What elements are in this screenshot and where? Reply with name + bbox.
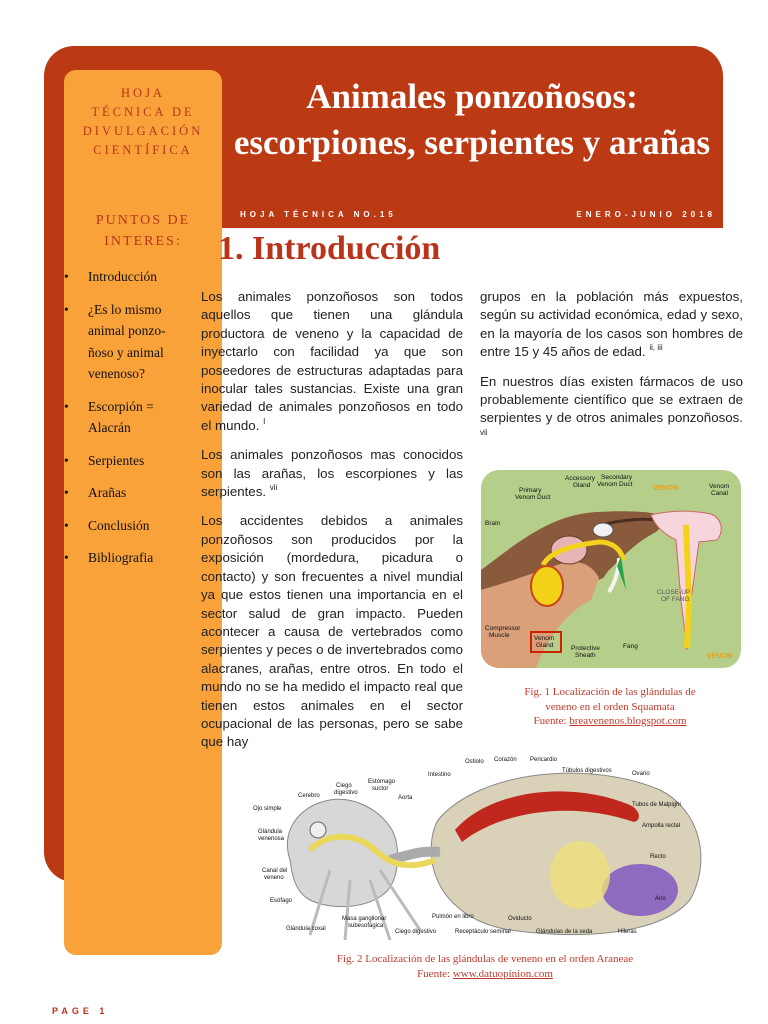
svg-text:Venom: Venom [534, 635, 555, 642]
list-item-escorpion: • Escorpión = Alacrán [64, 396, 188, 439]
svg-text:suctor: suctor [372, 786, 389, 792]
svg-text:Cerebro: Cerebro [298, 793, 320, 799]
footnote-ref: ii, iii [649, 343, 663, 353]
text-column-left [201, 288, 463, 763]
footnote-ref: I [263, 416, 266, 426]
page-number: PAGE 1 [52, 1006, 109, 1016]
svg-text:Fang: Fang [623, 643, 638, 650]
points-title-line: INTERES: [104, 234, 182, 249]
spider-anatomy-figure [250, 750, 720, 946]
svg-text:Muscle: Muscle [489, 632, 510, 639]
points-of-interest-list [64, 266, 222, 580]
svg-text:CLOSE-UP: CLOSE-UP [657, 589, 691, 596]
sidebar-header-line: CIENTÍFICA [93, 143, 193, 157]
svg-text:Ostiolo: Ostiolo [465, 759, 484, 765]
source-label: Fuente: [533, 715, 567, 727]
page-title [222, 74, 722, 166]
title-line-2: escorpiones, serpientes y arañas [233, 123, 711, 162]
svg-text:Intestino: Intestino [428, 772, 451, 778]
list-item-introduccion: • Introducción [64, 266, 222, 288]
svg-text:Aorta: Aorta [398, 795, 413, 801]
figure2-source [250, 967, 720, 982]
issue-number: HOJA TÉCNICA NO.15 [240, 210, 397, 219]
svg-text:Túbulos digestivos: Túbulos digestivos [562, 768, 612, 774]
svg-text:Pulmón en libro: Pulmón en libro [432, 914, 474, 920]
footnote-ref: vii [269, 483, 278, 493]
svg-text:Corazón: Corazón [494, 757, 517, 763]
svg-text:Venom: Venom [709, 483, 730, 490]
title-line-1: Animales ponzoñosos: [306, 77, 638, 116]
svg-text:Tubos de Malpighi: Tubos de Malpighi [632, 802, 681, 808]
svg-text:veneno: veneno [264, 875, 284, 881]
svg-text:Ampolla rectal: Ampolla rectal [642, 823, 681, 829]
paragraph-text: Los animales ponzoñosos mas conocidos son las arañas, los escorpiones y las serpientes. [201, 447, 463, 500]
svg-text:Canal del: Canal del [262, 868, 288, 874]
paragraph [201, 512, 463, 751]
paragraph-text: grupos en la población más expuestos, según su actividad económica, edad y sexo, en la mayoría de los casos son hombres de entre 15 y 45 años de edad. [480, 289, 743, 360]
svg-text:Gland: Gland [573, 482, 591, 489]
source-label: Fuente: [417, 967, 451, 980]
svg-text:subesofágica: subesofágica [348, 923, 384, 929]
svg-text:Hileras: Hileras [618, 929, 637, 935]
svg-text:Glándulas de la seda: Glándulas de la seda [536, 929, 593, 935]
svg-text:Ojo simple: Ojo simple [253, 806, 282, 812]
sidebar-header-line: TÉCNICA DE [91, 105, 195, 119]
svg-text:Esófago: Esófago [270, 898, 293, 904]
caption-line: Fig. 2 Localización de las glándulas de veneno en el orden Araneae [336, 953, 634, 965]
svg-text:Receptáculo seminal: Receptáculo seminal [455, 929, 511, 935]
paragraph [480, 288, 743, 362]
footnote-ref: vii [480, 427, 488, 437]
svg-text:Venom Duct: Venom Duct [515, 494, 551, 501]
list-item-serpientes: • Serpientes [64, 450, 222, 472]
svg-text:Canal: Canal [711, 490, 728, 497]
figure1-source [490, 714, 730, 729]
svg-text:Masa ganglionar: Masa ganglionar [342, 916, 387, 922]
svg-text:Brain: Brain [485, 520, 501, 527]
paragraph [201, 446, 463, 501]
svg-text:Sheath: Sheath [575, 652, 596, 659]
svg-text:Glándula: Glándula [258, 829, 283, 835]
paragraph-text: Los accidentes debidos a animales ponzoñosos son producidos por la exposición (mordedura, picadura o contacto) y son frecuentes a nivel mundial ya que estos tienen una importancia en el sector salud de gran impacto. Pueden acontecer a causa de vertebrados como serpientes y peces o de invertebrados como alacranes, arañas, entre otros. En todo el mundo no se ha medido el impacto real que tienen estos animales en el sector ocupacional de las personas, pero se sabe que hay [201, 513, 463, 750]
list-item-ponzonoso-vs-venenoso: • ¿Es lo mismo animal ponzo-ñoso y animal venenoso? [64, 299, 188, 385]
svg-text:venenosa: venenosa [258, 836, 285, 842]
paragraph-text: En nuestros días existen fármacos de uso probablemente científico que se extraen de serpientes y de otros animales ponzoñosos. [480, 373, 743, 426]
caption-line: Fig. 1 Localización de las glándulas de [524, 686, 696, 698]
svg-text:Protective: Protective [571, 645, 600, 652]
svg-text:Accessory: Accessory [565, 475, 595, 482]
sidebar-header-line: HOJA [121, 86, 165, 100]
svg-text:Estómago: Estómago [368, 779, 396, 785]
svg-text:VENOM: VENOM [707, 653, 733, 660]
figure2-caption [250, 952, 720, 981]
sidebar-header-line: DIVULGACIÓN [82, 124, 204, 138]
svg-text:OF FANG: OF FANG [661, 596, 690, 603]
svg-text:Compressor: Compressor [485, 625, 521, 632]
list-item-conclusion: • Conclusión [64, 515, 222, 537]
issue-date: ENERO-JUNIO 2018 [576, 210, 716, 219]
svg-text:Ciego: Ciego [336, 783, 352, 789]
points-of-interest-title [64, 210, 222, 252]
list-item-bibliografia: • Bibliografia [64, 547, 222, 569]
list-item-aranas: • Arañas [64, 482, 222, 504]
spider-anatomy-illustration [250, 750, 720, 946]
source-link[interactable]: www.datuopinion.com [452, 967, 553, 980]
svg-text:Pericardio: Pericardio [530, 757, 558, 763]
svg-text:Ciego digestivo: Ciego digestivo [395, 929, 437, 935]
sidebar-header [64, 84, 222, 160]
svg-text:Primary: Primary [519, 487, 542, 494]
source-link[interactable]: breavenenos.blogspot.com [569, 715, 687, 727]
paragraph-text: Los animales ponzoñosos son todos aquellos que tienen una glándula productora de veneno y la capacidad de inyectarlo con facilidad ya que son poseedores de estructuras adaptadas para inocular tales sustancias. Existe una gran variedad de animales ponzoñosos en todo el mundo. [201, 289, 463, 433]
svg-text:Venom Duct: Venom Duct [597, 481, 633, 488]
svg-text:Glándula coxal: Glándula coxal [286, 926, 326, 932]
snake-head-illustration [481, 470, 741, 668]
svg-text:Secondary: Secondary [601, 474, 633, 481]
svg-text:Ovario: Ovario [632, 771, 650, 777]
points-title-line: PUNTOS DE [95, 213, 191, 228]
svg-text:Oviducto: Oviducto [508, 916, 532, 922]
svg-text:VENOM: VENOM [653, 485, 679, 492]
svg-text:Ano: Ano [655, 896, 666, 902]
snake-venom-gland-figure [481, 470, 741, 668]
section-heading: 1. Introducción [218, 230, 441, 267]
sidebar [64, 70, 222, 955]
svg-text:Recto: Recto [650, 854, 666, 860]
text-column-right [480, 288, 743, 457]
svg-text:digestivo: digestivo [334, 790, 358, 796]
paragraph [201, 288, 463, 435]
figure1-caption [490, 685, 730, 729]
svg-text:Gland: Gland [536, 642, 554, 649]
caption-line: veneno en el orden Squamata [545, 700, 675, 713]
paragraph [480, 373, 743, 447]
